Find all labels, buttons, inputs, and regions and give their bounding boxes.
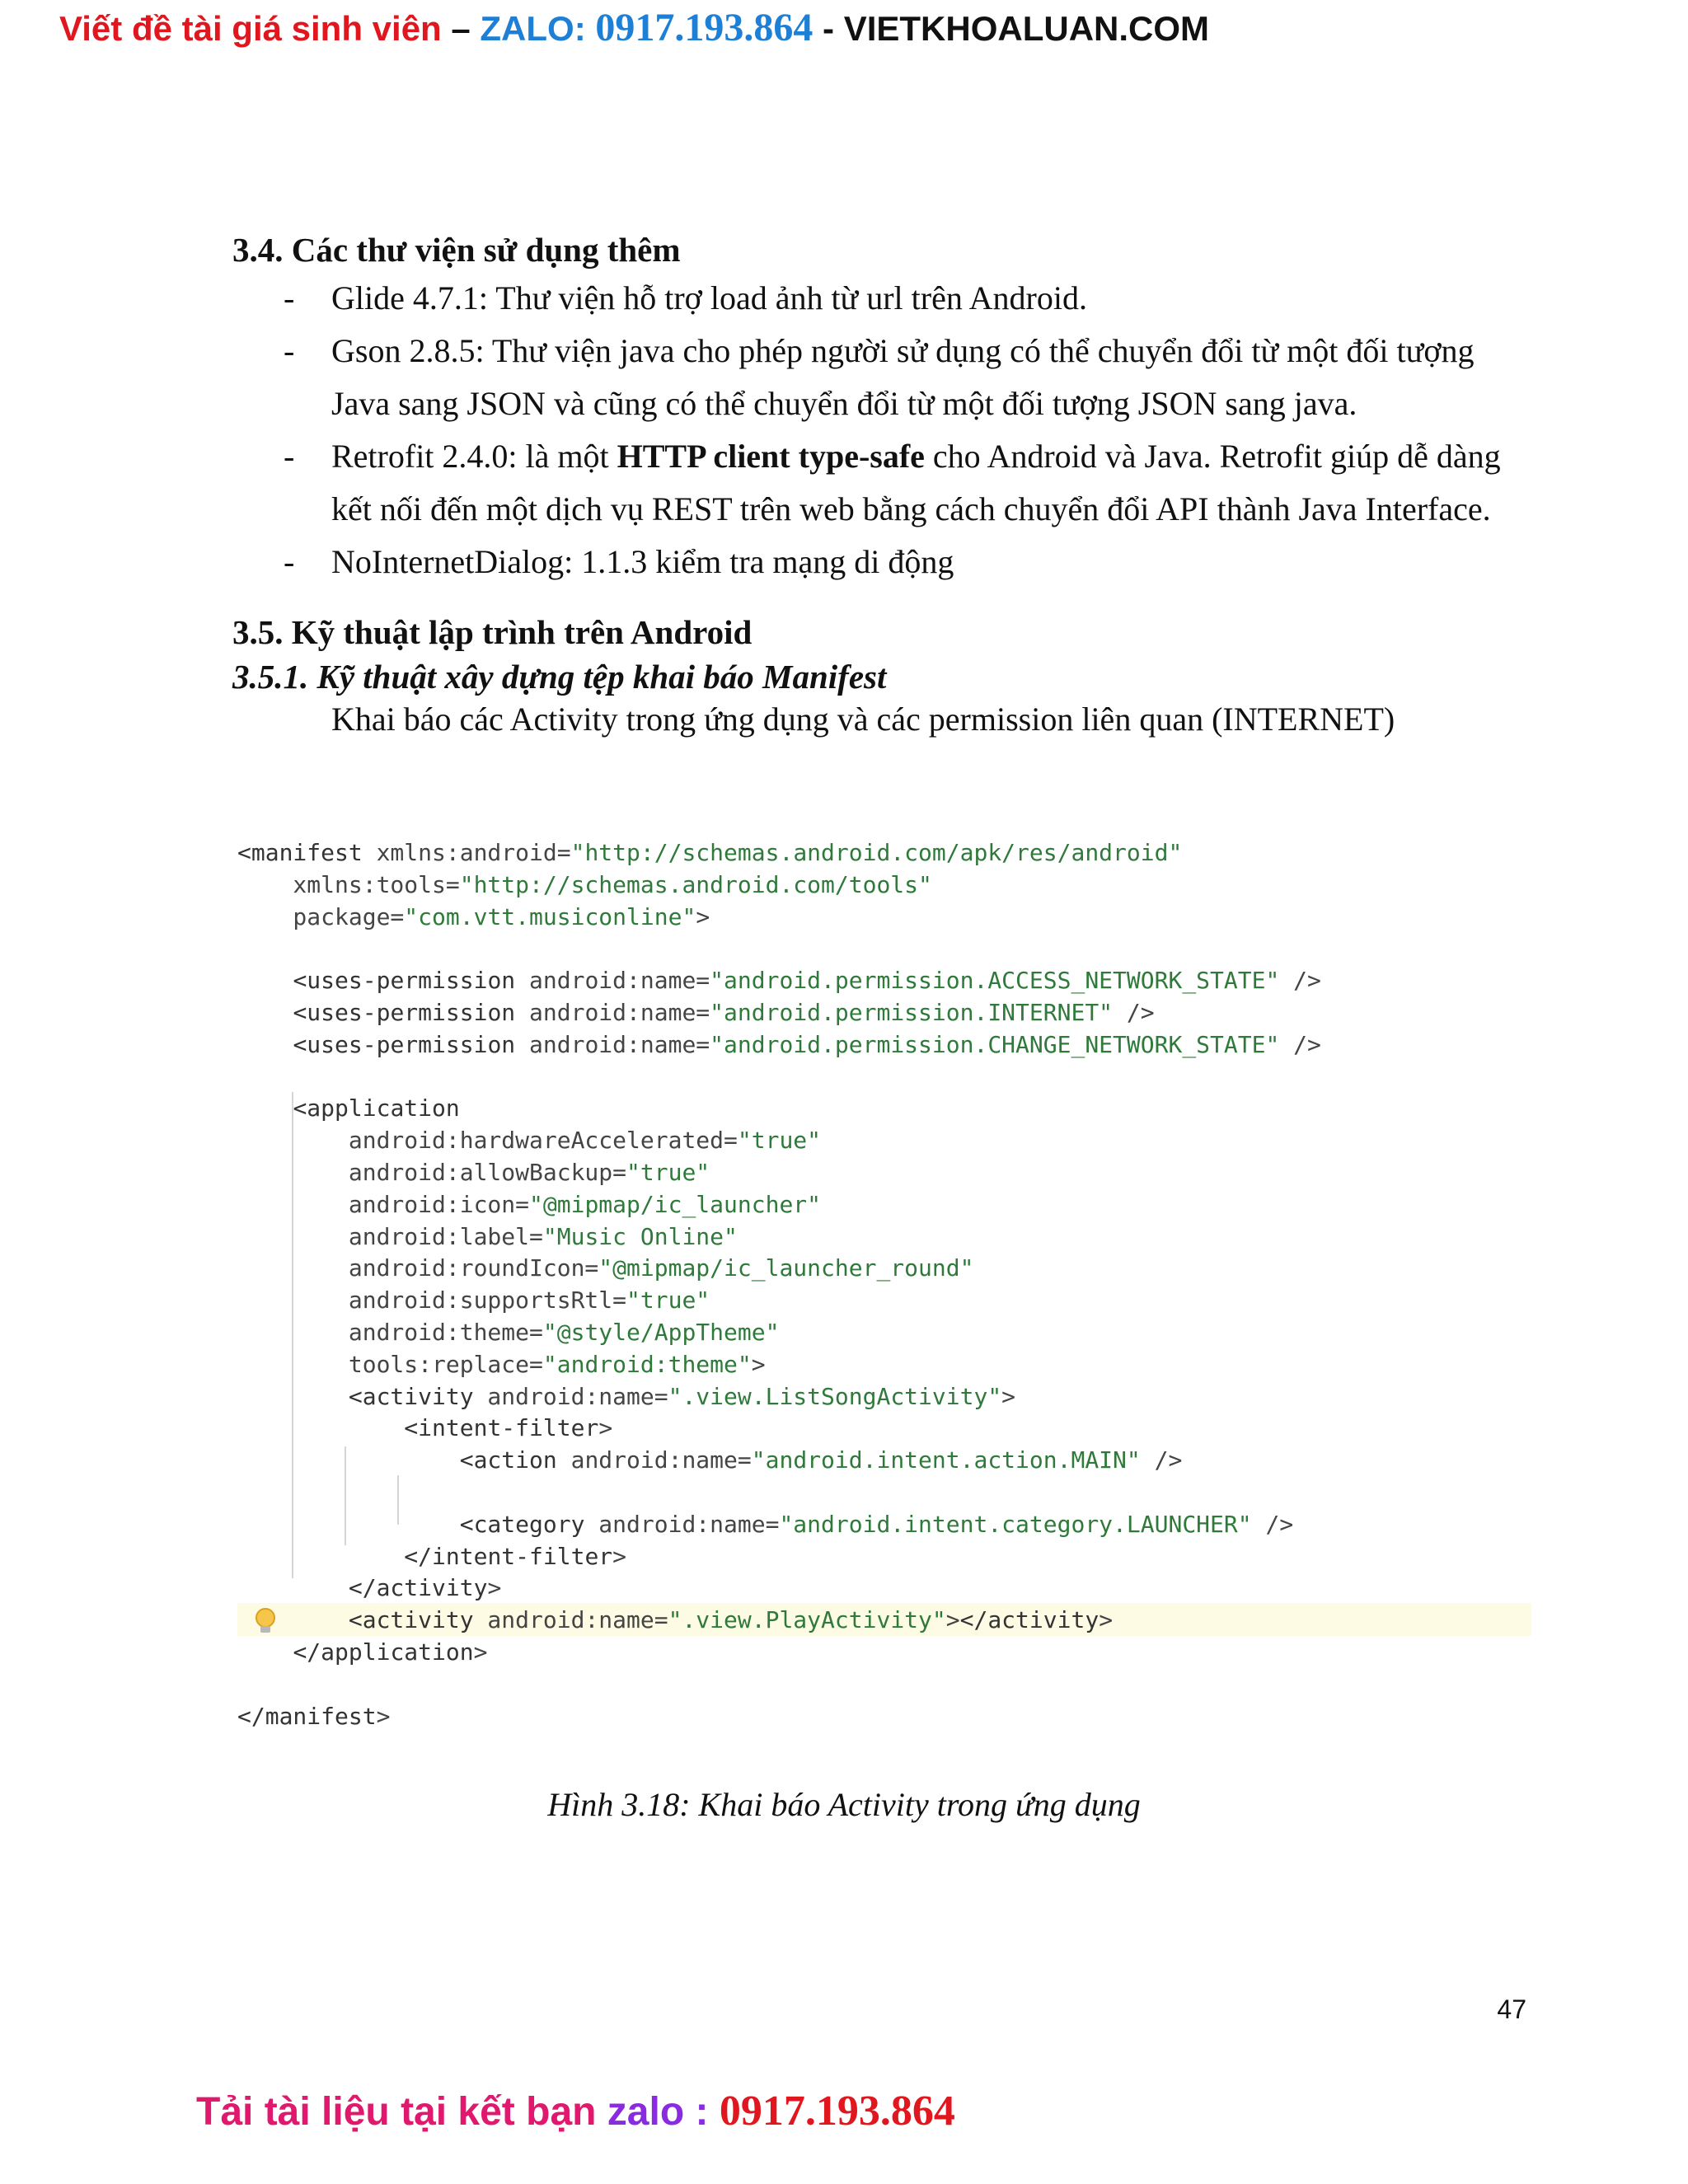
list-item: [232, 536, 1535, 588]
page-content: [232, 227, 1535, 740]
banner-phone: 0917.193.864: [595, 6, 814, 49]
code-line: android:allowBackup="true": [237, 1159, 710, 1186]
section-paragraph: Khai báo các Activity trong ứng dụng và các permission liên quan (INTERNET): [331, 701, 1395, 738]
top-banner: [59, 5, 1209, 52]
code-line: <uses-permission android:name="android.permission.ACCESS_NETWORK_STATE" />: [293, 967, 1321, 995]
list-item-text: Gson 2.8.5: Thư viện java cho phép người sử dụng có thể chuyển đổi từ một đối tượng Java sang JSON và cũng có thể chuyển đổi từ một đối tượng JSON sang java.: [331, 332, 1475, 422]
list-item-text: Glide 4.7.1: Thư viện hỗ trợ load ảnh từ url trên Android.: [331, 279, 1087, 316]
code-line: <manifest xmlns:android="http://schemas.android.com/apk/res/android": [237, 839, 1183, 866]
code-line: <uses-permission android:name="android.permission.INTERNET" />: [293, 999, 1155, 1026]
code-line: <application: [293, 1094, 460, 1122]
page-number: 47: [1497, 1994, 1526, 2024]
banner-separator: -: [813, 9, 844, 48]
footer-text: Tải tài liệu tại kết bạn: [196, 2090, 607, 2134]
footer-phone: 0917.193.864: [719, 2088, 955, 2135]
footer-zalo: zalo :: [607, 2090, 720, 2134]
code-line: </manifest>: [237, 1702, 391, 1730]
list-item: [232, 430, 1535, 536]
banner-slogan: Viết đề tài giá sinh viên: [59, 9, 442, 48]
list-dash: -: [284, 279, 295, 316]
lightbulb-icon[interactable]: [251, 1607, 279, 1635]
list-item: [232, 272, 1535, 325]
list-dash: -: [284, 332, 295, 369]
code-line: android:label="Music Online": [237, 1222, 738, 1250]
code-line: android:theme="@style/AppTheme": [237, 1319, 780, 1346]
section-3-5-heading: 3.5. Kỹ thuật lập trình trên Android: [232, 613, 753, 651]
figure-caption: Hình 3.18: Khai báo Activity trong ứng dụng: [547, 1786, 1141, 1823]
list-item: [232, 325, 1535, 430]
list-dash: -: [284, 438, 295, 475]
list-item-text-pre: Retrofit 2.4.0: là một: [331, 438, 617, 475]
code-line: <action android:name="android.intent.action.MAIN" />: [459, 1446, 1183, 1474]
banner-zalo-label: ZALO:: [480, 9, 596, 48]
list-item-text-post: cho Android và Java. Retrofit giúp dễ dàng kết nối đến một dịch vụ REST trên web bằng cách chuyển đổi API thành Java Interface.: [331, 438, 1501, 527]
bottom-banner: [196, 2085, 955, 2139]
code-line: <uses-permission android:name="android.permission.CHANGE_NETWORK_STATE" />: [293, 1030, 1321, 1058]
banner-site: VIETKHOALUAN.COM: [843, 9, 1210, 48]
code-line: <activity android:name=".view.PlayActivity"></activity>: [348, 1606, 1114, 1634]
list-item-text: NoInternetDialog: 1.1.3 kiểm tra mạng di động: [331, 543, 954, 580]
code-line: android:icon="@mipmap/ic_launcher": [237, 1190, 822, 1218]
code-line: android:hardwareAccelerated="true": [237, 1127, 822, 1155]
code-line: </application>: [293, 1638, 488, 1666]
code-screenshot: [237, 837, 1531, 1743]
section-3-4-heading: 3.4. Các thư viện sử dụng thêm: [232, 231, 681, 269]
code-line: </activity>: [348, 1574, 502, 1602]
banner-dash: –: [441, 9, 481, 48]
code-line: tools:replace="android:theme">: [237, 1350, 766, 1378]
code-line: <activity android:name=".view.ListSongActivity">: [348, 1382, 1016, 1410]
code-line: </intent-filter>: [404, 1542, 627, 1570]
code-line: android:supportsRtl="true": [237, 1286, 710, 1315]
code-line: xmlns:tools="http://schemas.android.com/tools": [237, 870, 932, 898]
list-dash: -: [284, 543, 295, 580]
section-3-5-1-heading: 3.5.1. Kỹ thuật xây dựng tệp khai báo Manifest: [232, 658, 887, 696]
code-line: <intent-filter>: [404, 1414, 613, 1442]
code-line: package="com.vtt.musiconline">: [237, 902, 710, 930]
code-line: <category android:name="android.intent.category.LAUNCHER" />: [459, 1510, 1294, 1538]
library-list: [232, 272, 1535, 588]
code-line: android:roundIcon="@mipmap/ic_launcher_round": [237, 1254, 974, 1282]
list-item-text-bold: HTTP client type-safe: [617, 438, 925, 475]
